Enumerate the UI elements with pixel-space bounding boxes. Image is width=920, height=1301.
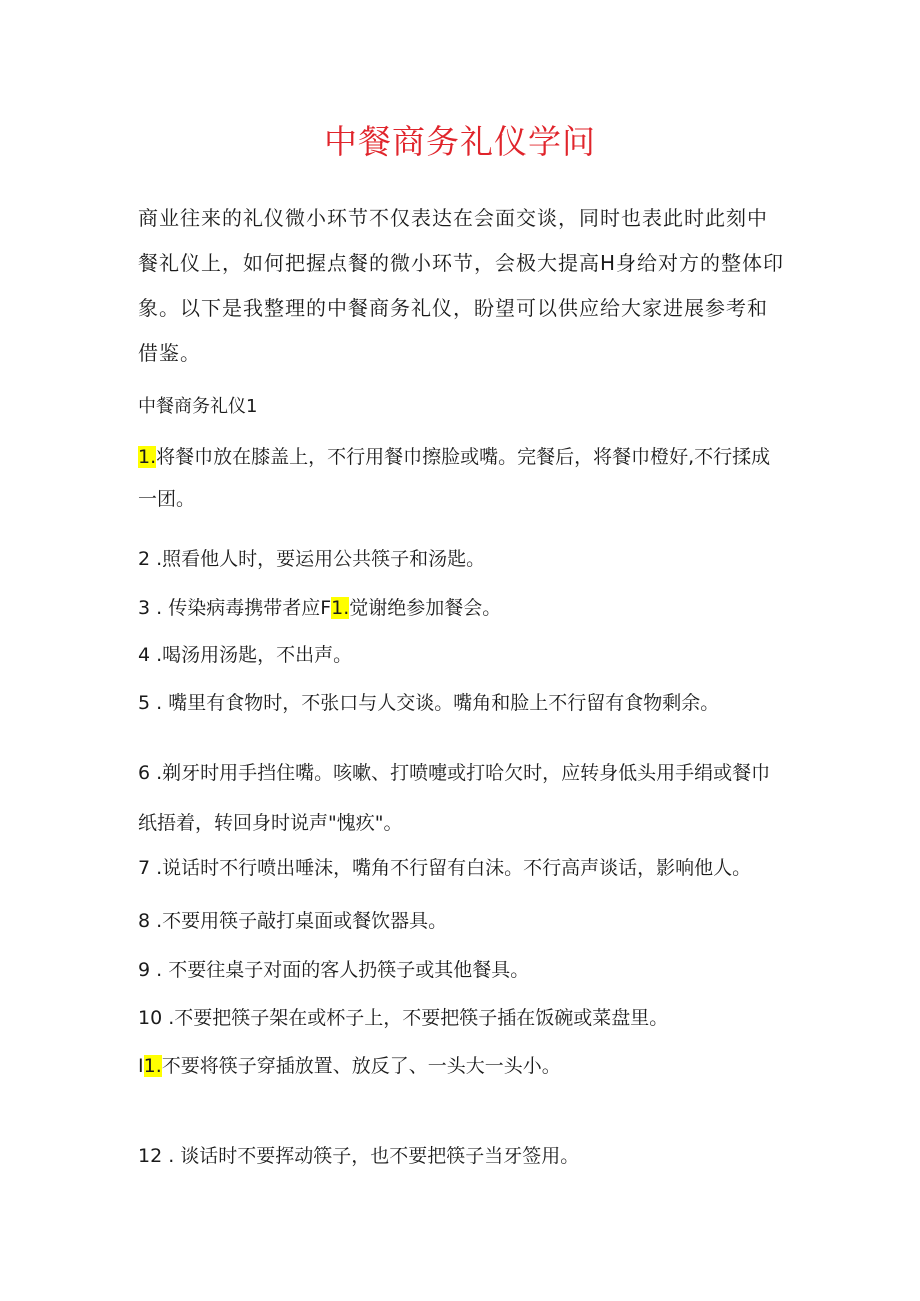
item-text: .喝汤用汤匙，不出声。 — [150, 644, 353, 666]
list-item-11 — [138, 1045, 788, 1087]
item-number: 2 — [138, 548, 151, 570]
item-text: .照看他人时，要运用公共筷子和汤匙。 — [150, 548, 486, 570]
item-number: 9 — [138, 959, 151, 981]
item-text: 将餐巾放在膝盖上，不行用餐巾擦脸或嘴。完餐后，将餐巾橙好,不行揉成一团。 — [138, 446, 771, 510]
item-number-highlight: 1. — [143, 1055, 162, 1077]
list-item-5 — [138, 682, 788, 724]
list-item-1 — [138, 436, 788, 520]
item-number-highlight: 1. — [138, 446, 157, 468]
list-item-10 — [138, 997, 788, 1039]
list-item-9 — [138, 949, 788, 991]
list-item-4 — [138, 634, 788, 676]
section-heading: 中餐商务礼仪1 — [138, 396, 258, 417]
item-text: . 不要往桌子对面的客人扔筷子或其他餐具。 — [150, 959, 530, 981]
item-number: 5 — [138, 692, 151, 714]
item-number: 4 — [138, 644, 151, 666]
item-text: .说话时不行喷出唾沫，嘴角不行留有白沫。不行高声谈话，影响他人。 — [150, 857, 752, 879]
list-item-7 — [138, 847, 788, 889]
item-text: .不要用筷子敲打桌面或餐饮器具。 — [150, 910, 448, 932]
item-text: 不要将筷子穿插放置、放反了、一头大一头小。 — [161, 1055, 561, 1077]
item-text-part-b: 觉谢绝参加餐会。 — [349, 597, 502, 619]
item-number: 12 — [138, 1145, 163, 1167]
list-item-2 — [138, 538, 788, 580]
item-number: 6 — [138, 762, 151, 784]
item-number: 10 — [138, 1007, 163, 1029]
item-text-part-a: . 传染病毒携带者应F — [150, 597, 332, 619]
page-title: 中餐商务礼仪学问 — [324, 122, 596, 161]
item-text: . 嘴里有食物时，不张口与人交谈。嘴角和脸上不行留有食物剩余。 — [150, 692, 720, 714]
list-item-3 — [138, 587, 788, 629]
item-number: 8 — [138, 910, 151, 932]
inline-highlight: 1. — [331, 597, 350, 619]
item-number: 7 — [138, 857, 151, 879]
item-number: 3 — [138, 597, 151, 619]
intro-paragraph: 商业往来的礼仪微小环节不仅表达在会面交谈，同时也表此时此刻中餐礼仪上，如何把握点餐的微小环节，会极大提高H身给对方的整体印象。以下是我整理的中餐商务礼仪，盼望可以供应给大家进展参考和借鉴。 — [138, 206, 785, 365]
list-item-8 — [138, 900, 788, 942]
item-text: .不要把筷子架在或杯子上，不要把筷子插在饭碗或菜盘里。 — [162, 1007, 669, 1029]
item-text: .剃牙时用手挡住嘴。咳嗽、打喷嚏或打哈欠时，应转身低头用手绢或餐巾纸捂着，转回身时说声"愧疚"。 — [138, 762, 771, 834]
item-text: . 谈话时不要挥动筷子，也不要把筷子当牙签用。 — [162, 1145, 580, 1167]
list-item-12 — [138, 1135, 788, 1177]
item-number: I — [138, 1055, 144, 1077]
list-item-6 — [138, 748, 788, 848]
